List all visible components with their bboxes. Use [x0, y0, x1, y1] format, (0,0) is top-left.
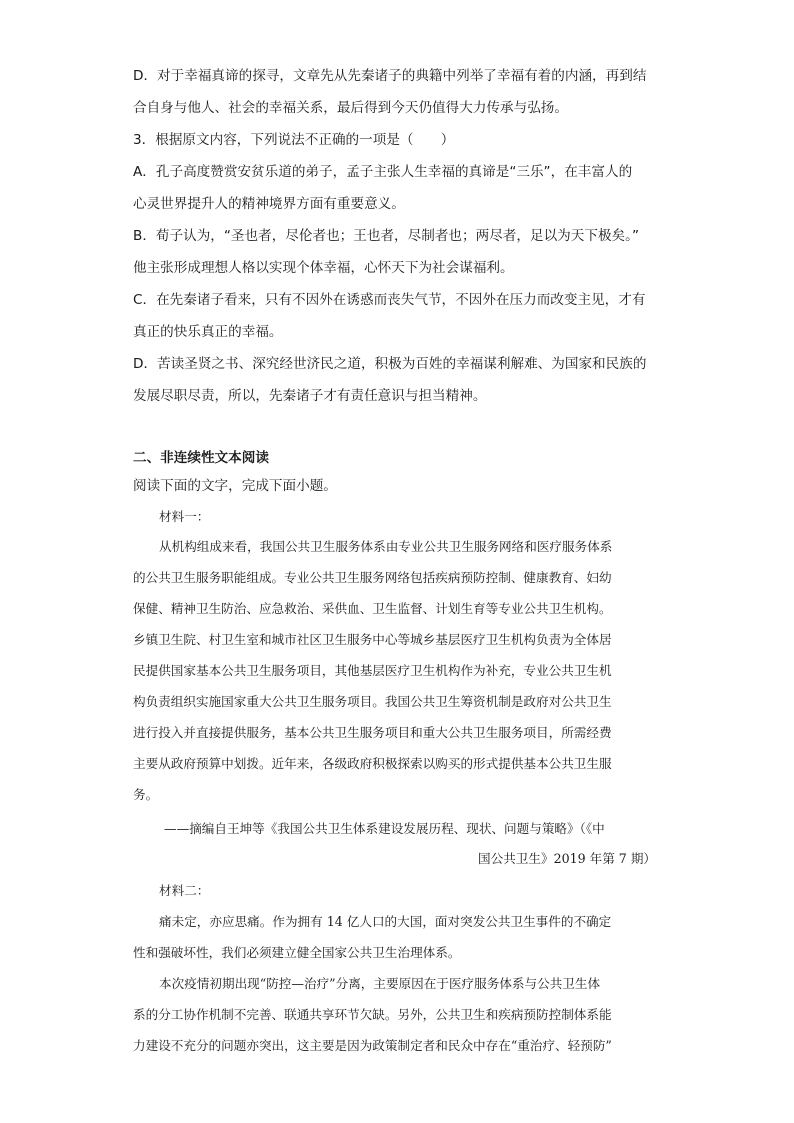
material-1-line: 务。: [133, 787, 159, 802]
material-1-line: 乡镇卫生院、村卫生室和城市社区卫生服务中心等城乡基层医疗卫生机构负责为全体居: [133, 632, 612, 647]
material-1-line: 构负责组织实施国家重大公共卫生服务项目。我国公共卫生筹资机制是政府对公共卫生: [133, 694, 612, 709]
material-1-source-line-2: 国公共卫生》2019 年第 7 期）: [478, 851, 657, 866]
section-instruction: 阅读下面的文字，完成下面小题。: [133, 478, 337, 494]
material-1-label: 材料一：: [159, 509, 210, 524]
question-3-stem: 3．根据原文内容，下列说法不正确的一项是（ ）: [133, 132, 455, 148]
q3-option-d-line-1: D．苦读圣贤之书、深究经世济民之道，积极为百姓的幸福谋利解难、为国家和民族的: [133, 356, 647, 372]
q3-option-c-line-1: C．在先秦诸子看来，只有不因外在诱惑而丧失气节，不因外在压力而改变主见，才有: [133, 292, 646, 308]
material-1-line: 从机构组成来看，我国公共卫生服务体系由专业公共卫生服务网络和医疗服务体系: [159, 539, 613, 554]
material-2-line: 本次疫情初期出现“防控—治疗”分离，主要原因在于医疗服务体系与公共卫生体: [159, 976, 601, 991]
material-2-label: 材料二：: [159, 883, 210, 898]
section-heading: 二、非连续性文本阅读: [133, 450, 269, 466]
q3-option-d-line-2: 发展尽职尽责，所以，先秦诸子才有责任意识与担当精神。: [133, 388, 487, 404]
q3-option-a-line-2: 心灵世界提升人的精神境界方面有重要意义。: [133, 196, 405, 212]
material-2-line: 性和强破坏性，我们必须建立健全国家公共卫生治理体系。: [133, 945, 461, 960]
q3-option-b-line-1: B．荀子认为，“圣也者，尽伦者也；王也者，尽制者也；两尽者，足以为天下极矣。”: [133, 228, 639, 244]
q3-option-a-line-1: A．孔子高度赞赏安贫乐道的弟子，孟子主张人生幸福的真谛是“三乐”，在丰富人的: [133, 164, 633, 180]
option-d-prev-line-2: 合自身与他人、社会的幸福关系，最后得到今天仍值得大力传承与弘扬。: [133, 100, 568, 116]
material-1-line: 民提供国家基本公共卫生服务项目，其他基层医疗卫生机构作为补充，专业公共卫生机: [133, 663, 612, 678]
material-2-line: 系的分工协作机制不完善、联通共享环节欠缺。另外，公共卫生和疾病预防控制体系能: [133, 1007, 612, 1022]
material-1-line: 的公共卫生服务职能组成。专业公共卫生服务网络包括疾病预防控制、健康教育、妇幼: [133, 570, 612, 585]
option-d-prev-line-1: D．对于幸福真谛的探寻，文章先从先秦诸子的典籍中列举了幸福有着的内涵，再到结: [133, 68, 647, 84]
q3-option-c-line-2: 真正的快乐真正的幸福。: [133, 324, 283, 340]
material-2-line: 痛未定，亦应思痛。作为拥有 14 亿人口的大国，面对突发公共卫生事件的不确定: [159, 914, 612, 929]
q3-option-b-line-2: 他主张形成理想人格以实现个体幸福，心怀天下为社会谋福利。: [133, 260, 514, 276]
material-1-source-line-1: ——摘编自王坤等《我国公共卫生体系建设发展历程、现状、问题与策略》（《中: [164, 821, 605, 836]
material-1-line: 进行投入并直接提供服务，基本公共卫生服务项目和重大公共卫生服务项目，所需经费: [133, 725, 612, 740]
material-1-line: 保健、精神卫生防治、应急救治、采供血、卫生监督、计划生育等专业公共卫生机构。: [133, 601, 612, 616]
material-1-line: 主要从政府预算中划拨。近年来，各级政府积极探索以购买的形式提供基本公共卫生服: [133, 756, 612, 771]
material-2-line: 力建设不充分的问题亦突出，这主要是因为政策制定者和民众中存在“重治疗、轻预防”: [133, 1038, 612, 1053]
